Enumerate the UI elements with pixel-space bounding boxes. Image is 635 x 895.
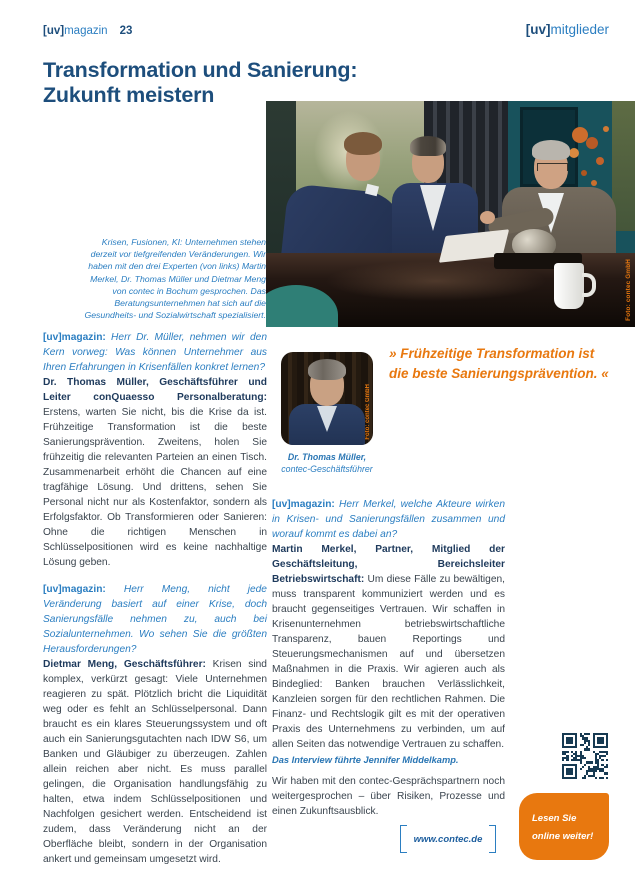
portrait-photo (281, 352, 373, 445)
photo-caption: Krisen, Fusionen, KI: Unternehmen stehen derzeit vor tiefgreifenden Veränderungen. Wir haben mit den drei Experten (von links) Martin Merkel, Dr. Thomas Müller und Dietmar Meng von contec in Bochum gesprochen. Das Beratungsunternehmen hat sich auf die Gesundheits- und Sozialwirtschaft spezialisiert. (84, 237, 266, 321)
brand-bracket: [uv] (43, 25, 65, 37)
interview-credit: Das Interview führte Jennifer Middelkamp. (272, 755, 459, 765)
section-name: mitglieder (550, 22, 609, 37)
interview-paragraph: [uv]magazin: Herr Dr. Müller, nehmen wir den Kern vorweg: Was können Unternehmer aus Ihren Erfahrungen in Krisenfällen konkret lernen? (43, 332, 267, 373)
bracket-right-icon (489, 825, 496, 853)
cta-label: Lesen Sie online weiter! (532, 813, 594, 842)
pull-quote: » Frühzeitige Transformation ist die beste Sanierungsprävention. « (389, 346, 609, 381)
portrait-name: Dr. Thomas Müller, (287, 452, 367, 462)
title-line-1: Transformation und Sanierung: (43, 58, 358, 82)
interview-paragraph: Dr. Thomas Müller, Geschäftsführer und Leiter conQuaesso Personalberatung: Erstens, warten Sie nicht, bis die Krise da ist. Frühzeitige Transformation ist die beste Sanierungsprävention. Zweitens, holen Sie frühzeitig die relevanten Parteien an einen Tisch. Zusammenarbeit erhöht die Chancen auf eine tragfähige Lösung. Und drittens, sehen Sie Personal nicht nur als Kostenfaktor, sondern als Erfolgsfaktor. Ob Transformieren oder Sanieren: Ohne die richtigen Menschen in Schlüsselpositionen wird es keine nachhaltige Lösung geben. (43, 377, 267, 568)
photo-mug (554, 263, 584, 309)
title-line-2: Zukunft meistern (43, 83, 215, 107)
website-link-bracket (400, 825, 496, 853)
portrait-caption (252, 452, 402, 475)
bracket-left-icon (400, 825, 407, 853)
qr-code (562, 733, 608, 779)
brand-name: magazin (64, 25, 108, 37)
portrait-role: contec-Geschäftsführer (281, 463, 373, 474)
interview-column-left (43, 330, 267, 867)
photo-flowers (572, 127, 588, 143)
header-brand-left (43, 25, 132, 37)
page-number: 23 (119, 25, 133, 37)
interview-paragraph: [uv]magazin: Herr Meng, nicht jede Veränderung basiert auf einer Krise, doch Sanierungsfälle nehmen zu, auch bei Sozialunternehmen. Wo sehen Sie die größten Herausforderungen? (43, 584, 267, 655)
interview-paragraph: Martin Merkel, Partner, Mitglied der Geschäftsleitung, Bereichsleiter Betriebswirtschaft: Um diese Fälle zu bewältigen, muss transparent kommuniziert werden und es braucht gegenseitiges Vertrauen. Wir schaffen in Krisenunternehmen betriebswirtschaftliche Transparenz, bauen Reportings und Steuerungsmechanismen auf und übersetzen Maßnahmen in die Praxis. Wir agieren auch als Bindeglied: Banken brauchen Verlässlichkeit, Kanzleien sorgen für den rechtlichen Rahmen. Die Finanz- und Rechtslogik gilt es mit der operativen Praxis des Unternehmens zu verbinden, um auf allen Seiten das notwendige Vertrauen zu schaffen. (272, 544, 506, 750)
interview-column-right (272, 497, 505, 853)
photo-credit: Foto: contec GmbH (625, 259, 632, 321)
header-brand-right (526, 22, 609, 37)
main-photo (266, 101, 635, 327)
cta-bubble (519, 793, 609, 860)
website-link[interactable]: www.contec.de (413, 833, 483, 845)
interview-paragraph: Dietmar Meng, Geschäftsführer: Krisen sind komplex, verkürzt gesagt: Viele Unternehmen reagieren zu spät. Plötzlich bricht die Liquidität weg oder es fehlt an Schlüsselpersonal. Dann braucht es ein klares Steuerungssystem und oft auch ein Sanierungsgutachten nach IDW S6, um Banken und Gläubiger zu überzeugen. Zahlen allein reichen aber nicht. Es muss parallel gelingen, die Organisation handlungsfähig zu halten, etwa indem Schlüsselpositionen und Nachfolgen gesichert werden. Entscheidend ist zudem, dass Veränderung nicht an der Oberfläche bleibt, sondern in der Organisation ankert und gemeinsam umgesetzt wird. (43, 659, 267, 865)
outro-paragraph: Wir haben mit den contec-Gesprächspartnern noch weitergesprochen – über Risiken, Prozesse und einen Zukunftsausblick. (272, 776, 505, 817)
interview-paragraph: [uv]magazin: Herr Merkel, welche Akteure wirken in Krisen- und Sanierungsfällen zusammen und worauf kommt es dabei an? (272, 499, 505, 540)
portrait-credit: Foto: contec GmbH (365, 384, 371, 440)
brand-bracket: [uv] (525, 22, 551, 37)
glasses (537, 163, 568, 171)
interview-paragraphs (272, 497, 505, 752)
